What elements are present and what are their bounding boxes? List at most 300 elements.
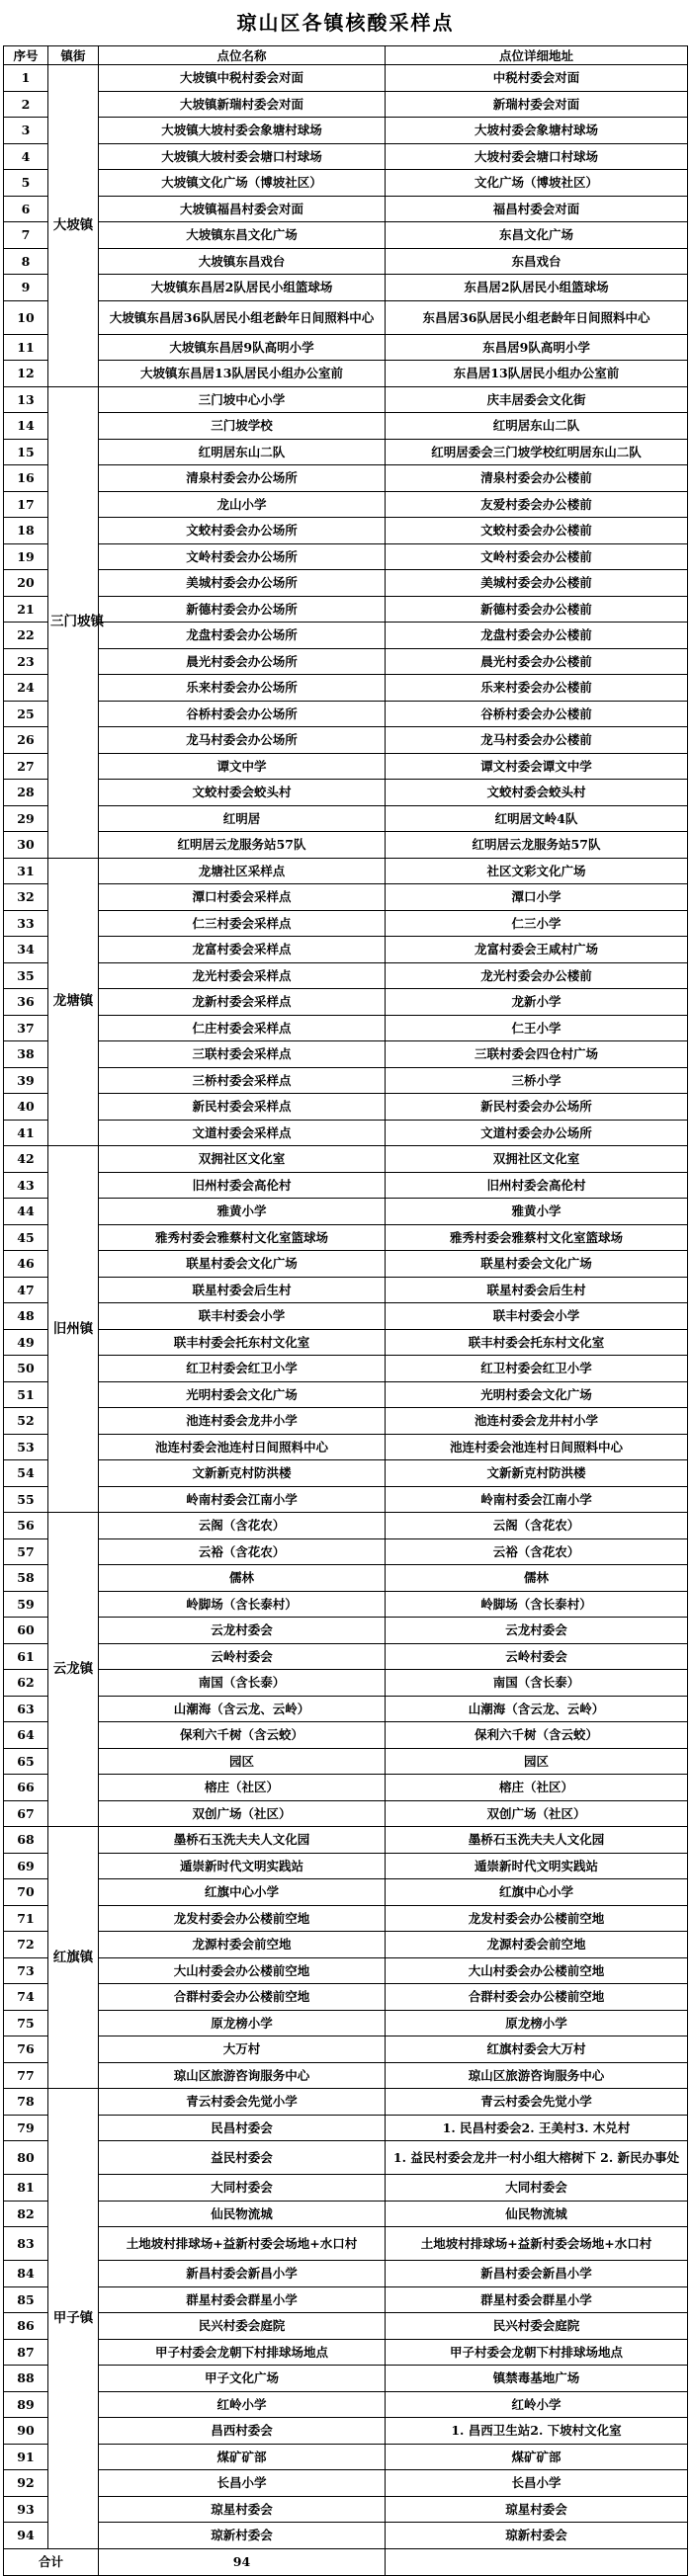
- table-row: [4, 1408, 688, 1435]
- table-row: [4, 91, 688, 118]
- site-name: 大坡镇福昌村委会对面: [99, 196, 386, 222]
- site-name: 新民村委会采样点: [99, 1094, 386, 1121]
- site-address: 美城村委会办公楼前: [386, 570, 688, 597]
- table-row: [4, 1120, 688, 1146]
- table-row: [4, 1879, 688, 1906]
- site-name: 红明居: [99, 805, 386, 832]
- table-row: [4, 2418, 688, 2445]
- row-number: 88: [4, 2366, 48, 2392]
- row-number: 45: [4, 1224, 48, 1251]
- table-row: [4, 1670, 688, 1697]
- site-address: 仙民物流城: [386, 2201, 688, 2227]
- site-name: 仙民物流城: [99, 2201, 386, 2227]
- table-row: [4, 989, 688, 1016]
- table-row: [4, 1984, 688, 2011]
- site-address: 新昌村委会新昌小学: [386, 2261, 688, 2287]
- row-number: 54: [4, 1460, 48, 1487]
- site-address: 大坡村委会塘口村球场: [386, 143, 688, 170]
- site-address: 东昌居36队居民小组老龄年日间照料中心: [386, 300, 688, 334]
- table-row: [4, 1094, 688, 1121]
- site-address: 红明居文岭4队: [386, 805, 688, 832]
- row-number: 71: [4, 1905, 48, 1932]
- row-number: 82: [4, 2201, 48, 2227]
- site-name: 大坡镇东昌居36队居民小组老龄年日间照料中心: [99, 300, 386, 334]
- site-name: 红明居东山二队: [99, 439, 386, 465]
- table-row: [4, 439, 688, 465]
- site-address: 土地坡村排球场+益新村委会场地+水口村: [386, 2227, 688, 2261]
- row-number: 20: [4, 570, 48, 597]
- site-address: 新民村委会办公场所: [386, 1094, 688, 1121]
- row-number: 91: [4, 2444, 48, 2470]
- site-address: 榕庄（社区）: [386, 1775, 688, 1801]
- table-row: [4, 884, 688, 911]
- site-address: 1. 益民村委会龙井一村小组大榕树下 2. 新民办事处: [386, 2141, 688, 2175]
- row-number: 23: [4, 648, 48, 675]
- site-name: 联星村委会后生村: [99, 1277, 386, 1303]
- site-name: 雅秀村委会雅蔡村文化室篮球场: [99, 1224, 386, 1251]
- row-number: 73: [4, 1957, 48, 1984]
- site-name: 合群村委会办公楼前空地: [99, 1984, 386, 2011]
- row-number: 40: [4, 1094, 48, 1121]
- table-row: [4, 222, 688, 249]
- table-row: [4, 465, 688, 492]
- site-address: 文化广场（博坡社区）: [386, 170, 688, 197]
- site-address: 青云村委会先觉小学: [386, 2089, 688, 2116]
- site-name: 雅黄小学: [99, 1199, 386, 1225]
- row-number: 74: [4, 1984, 48, 2011]
- table-row: [4, 1618, 688, 1644]
- site-name: 美城村委会办公场所: [99, 570, 386, 597]
- site-address: 红旗村委会大万村: [386, 2036, 688, 2063]
- site-name: 龙山小学: [99, 491, 386, 518]
- row-number: 47: [4, 1277, 48, 1303]
- table-row: [4, 2391, 688, 2418]
- site-name: 谷桥村委会办公场所: [99, 701, 386, 727]
- sampling-sites-table: [3, 45, 688, 2576]
- header-address: 点位详细地址: [386, 46, 688, 65]
- table-row: [4, 1800, 688, 1827]
- site-address: 新德村委会办公楼前: [386, 596, 688, 623]
- site-name: 文蛟村委会蛟头村: [99, 780, 386, 806]
- site-name: 龙富村委会采样点: [99, 937, 386, 963]
- table-row: [4, 1827, 688, 1854]
- town-cell: 旧州镇: [48, 1146, 99, 1513]
- site-name: 园区: [99, 1748, 386, 1775]
- row-number: 2: [4, 91, 48, 118]
- table-row: [4, 1486, 688, 1513]
- row-number: 8: [4, 248, 48, 275]
- site-name: 大坡镇大坡村委会象塘村球场: [99, 118, 386, 144]
- site-name: 龙发村委会办公楼前空地: [99, 1905, 386, 1932]
- site-name: 红岭小学: [99, 2391, 386, 2418]
- row-number: 7: [4, 222, 48, 249]
- site-name: 清泉村委会办公场所: [99, 465, 386, 492]
- table-row: [4, 2444, 688, 2470]
- table-row: [4, 1067, 688, 1094]
- row-number: 89: [4, 2391, 48, 2418]
- table-body: [4, 65, 688, 2549]
- site-address: 民兴村委会庭院: [386, 2313, 688, 2340]
- site-address: 文蛟村委会蛟头村: [386, 780, 688, 806]
- site-name: 谭文中学: [99, 753, 386, 780]
- town-cell: 大坡镇: [48, 65, 99, 387]
- site-name: 晨光村委会办公场所: [99, 648, 386, 675]
- site-name: 仁三村委会采样点: [99, 910, 386, 937]
- table-row: [4, 570, 688, 597]
- row-number: 41: [4, 1120, 48, 1146]
- row-number: 48: [4, 1303, 48, 1330]
- site-name: 龙光村委会采样点: [99, 962, 386, 989]
- row-number: 64: [4, 1722, 48, 1749]
- table-row: [4, 196, 688, 222]
- row-number: 62: [4, 1670, 48, 1697]
- row-number: 52: [4, 1408, 48, 1435]
- site-name: 新德村委会办公场所: [99, 596, 386, 623]
- site-name: 民兴村委会庭院: [99, 2313, 386, 2340]
- table-row: [4, 65, 688, 92]
- site-address: 仁王小学: [386, 1015, 688, 1041]
- row-number: 55: [4, 1486, 48, 1513]
- table-row: [4, 334, 688, 361]
- site-address: 庆丰居委会文化街: [386, 386, 688, 413]
- total-row: [4, 2548, 688, 2575]
- row-number: 3: [4, 118, 48, 144]
- table-row: [4, 543, 688, 570]
- site-name: 甲子文化广场: [99, 2366, 386, 2392]
- header-no: 序号: [4, 46, 48, 65]
- site-name: 大坡镇文化广场（博坡社区）: [99, 170, 386, 197]
- table-row: [4, 675, 688, 702]
- site-address: 琼新村委会: [386, 2523, 688, 2549]
- site-name: 龙盘村委会办公场所: [99, 623, 386, 649]
- row-number: 61: [4, 1643, 48, 1670]
- site-name: 文岭村委会办公场所: [99, 543, 386, 570]
- table-row: [4, 1460, 688, 1487]
- table-row: [4, 2227, 688, 2261]
- site-address: 长昌小学: [386, 2470, 688, 2497]
- site-address: 联星村委会后生村: [386, 1277, 688, 1303]
- site-name: 三桥村委会采样点: [99, 1067, 386, 1094]
- total-count: 94: [99, 2548, 386, 2575]
- site-name: 琼星村委会: [99, 2496, 386, 2523]
- site-name: 池连村委会龙井小学: [99, 1408, 386, 1435]
- site-address: 潭口小学: [386, 884, 688, 911]
- table-row: [4, 1696, 688, 1722]
- site-address: 龙新小学: [386, 989, 688, 1016]
- row-number: 6: [4, 196, 48, 222]
- site-address: 儒林: [386, 1565, 688, 1592]
- site-name: 三联村委会采样点: [99, 1041, 386, 1068]
- site-address: 光明村委会文化广场: [386, 1381, 688, 1408]
- site-address: 清泉村委会办公楼前: [386, 465, 688, 492]
- table-row: [4, 1277, 688, 1303]
- site-address: 山潮海（含云龙、云岭）: [386, 1696, 688, 1722]
- table-row: [4, 1146, 688, 1173]
- table-row: [4, 300, 688, 334]
- site-name: 煤矿矿部: [99, 2444, 386, 2470]
- table-row: [4, 1434, 688, 1460]
- site-address: 合群村委会办公楼前空地: [386, 1984, 688, 2011]
- site-name: 双拥社区文化室: [99, 1146, 386, 1173]
- table-row: [4, 1224, 688, 1251]
- row-number: 33: [4, 910, 48, 937]
- row-number: 22: [4, 623, 48, 649]
- table-row: [4, 753, 688, 780]
- site-address: 大同村委会: [386, 2175, 688, 2202]
- table-row: [4, 858, 688, 884]
- table-row: [4, 2115, 688, 2141]
- site-address: 东昌文化广场: [386, 222, 688, 249]
- row-number: 15: [4, 439, 48, 465]
- site-address: 云裕（含花农）: [386, 1538, 688, 1565]
- row-number: 30: [4, 832, 48, 859]
- row-number: 65: [4, 1748, 48, 1775]
- site-address: 红明居东山二队: [386, 413, 688, 440]
- site-address: 中税村委会对面: [386, 65, 688, 92]
- row-number: 29: [4, 805, 48, 832]
- site-name: 大坡镇大坡村委会塘口村球场: [99, 143, 386, 170]
- row-number: 28: [4, 780, 48, 806]
- table-row: [4, 170, 688, 197]
- table-row: [4, 1748, 688, 1775]
- site-address: 福昌村委会对面: [386, 196, 688, 222]
- table-row: [4, 1775, 688, 1801]
- site-address: 遁崇新时代文明实践站: [386, 1853, 688, 1879]
- site-address: 南国（含长泰）: [386, 1670, 688, 1697]
- table-row: [4, 780, 688, 806]
- table-row: [4, 491, 688, 518]
- site-name: 民昌村委会: [99, 2115, 386, 2141]
- row-number: 93: [4, 2496, 48, 2523]
- site-name: 龙塘社区采样点: [99, 858, 386, 884]
- site-address: 龙源村委会前空地: [386, 1932, 688, 1958]
- row-number: 87: [4, 2339, 48, 2366]
- site-address: 龙盘村委会办公楼前: [386, 623, 688, 649]
- row-number: 39: [4, 1067, 48, 1094]
- row-number: 50: [4, 1356, 48, 1382]
- row-number: 21: [4, 596, 48, 623]
- site-name: 红卫村委会红卫小学: [99, 1356, 386, 1382]
- table-row: [4, 2201, 688, 2227]
- town-cell: 红旗镇: [48, 1827, 99, 2089]
- site-name: 大坡镇东昌居9队高明小学: [99, 334, 386, 361]
- row-number: 27: [4, 753, 48, 780]
- table-row: [4, 1853, 688, 1879]
- row-number: 32: [4, 884, 48, 911]
- table-row: [4, 1643, 688, 1670]
- row-number: 92: [4, 2470, 48, 2497]
- row-number: 70: [4, 1879, 48, 1906]
- row-number: 56: [4, 1513, 48, 1539]
- site-address: 文新新克村防洪楼: [386, 1460, 688, 1487]
- site-address: 三联村委会四仓村广场: [386, 1041, 688, 1068]
- total-label: 合计: [4, 2548, 99, 2575]
- site-address: 文道村委会办公场所: [386, 1120, 688, 1146]
- table-row: [4, 1722, 688, 1749]
- site-name: 云阁（含花农）: [99, 1513, 386, 1539]
- table-row: [4, 596, 688, 623]
- site-address: 东昌居13队居民小组办公室前: [386, 361, 688, 387]
- site-address: 乐来村委会办公楼前: [386, 675, 688, 702]
- site-address: 琼星村委会: [386, 2496, 688, 2523]
- row-number: 57: [4, 1538, 48, 1565]
- table-header-row: [4, 46, 688, 65]
- table-row: [4, 2470, 688, 2497]
- site-address: 联星村委会文化广场: [386, 1251, 688, 1278]
- site-name: 乐来村委会办公场所: [99, 675, 386, 702]
- site-address: 谭文村委会谭文中学: [386, 753, 688, 780]
- table-row: [4, 2062, 688, 2089]
- row-number: 42: [4, 1146, 48, 1173]
- row-number: 14: [4, 413, 48, 440]
- site-address: 岭南村委会江南小学: [386, 1486, 688, 1513]
- row-number: 53: [4, 1434, 48, 1460]
- site-address: 大坡村委会象塘村球场: [386, 118, 688, 144]
- site-name: 联丰村委会托东村文化室: [99, 1329, 386, 1356]
- site-address: 文岭村委会办公楼前: [386, 543, 688, 570]
- site-address: 池连村委会龙井村小学: [386, 1408, 688, 1435]
- row-number: 72: [4, 1932, 48, 1958]
- row-number: 94: [4, 2523, 48, 2549]
- site-name: 大坡镇新瑞村委会对面: [99, 91, 386, 118]
- site-address: 三桥小学: [386, 1067, 688, 1094]
- row-number: 58: [4, 1565, 48, 1592]
- site-name: 文道村委会采样点: [99, 1120, 386, 1146]
- site-address: 联丰村委会托东村文化室: [386, 1329, 688, 1356]
- row-number: 25: [4, 701, 48, 727]
- site-address: 墨桥石玉洗夫夫人文化园: [386, 1827, 688, 1854]
- site-address: 园区: [386, 1748, 688, 1775]
- site-name: 龙源村委会前空地: [99, 1932, 386, 1958]
- row-number: 86: [4, 2313, 48, 2340]
- site-address: 晨光村委会办公楼前: [386, 648, 688, 675]
- site-address: 文蛟村委会办公楼前: [386, 518, 688, 544]
- site-name: 原龙榜小学: [99, 2010, 386, 2036]
- site-name: 光明村委会文化广场: [99, 1381, 386, 1408]
- site-name: 大坡镇东昌居13队居民小组办公室前: [99, 361, 386, 387]
- site-address: 新瑞村委会对面: [386, 91, 688, 118]
- table-row: [4, 832, 688, 859]
- table-row: [4, 910, 688, 937]
- site-address: 仁三小学: [386, 910, 688, 937]
- header-town: 镇街: [48, 46, 99, 65]
- row-number: 66: [4, 1775, 48, 1801]
- site-name: 琼新村委会: [99, 2523, 386, 2549]
- table-row: [4, 2339, 688, 2366]
- table-row: [4, 1538, 688, 1565]
- site-name: 文蛟村委会办公场所: [99, 518, 386, 544]
- table-row: [4, 1565, 688, 1592]
- table-row: [4, 2175, 688, 2202]
- row-number: 11: [4, 334, 48, 361]
- site-name: 池连村委会池连村日间照料中心: [99, 1434, 386, 1460]
- row-number: 17: [4, 491, 48, 518]
- table-row: [4, 2523, 688, 2549]
- site-name: 三门坡中心小学: [99, 386, 386, 413]
- site-address: 雅黄小学: [386, 1199, 688, 1225]
- site-name: 儒林: [99, 1565, 386, 1592]
- row-number: 24: [4, 675, 48, 702]
- site-name: 榕庄（社区）: [99, 1775, 386, 1801]
- row-number: 76: [4, 2036, 48, 2063]
- table-row: [4, 2141, 688, 2175]
- site-address: 镇禁毒基地广场: [386, 2366, 688, 2392]
- site-address: 煤矿矿部: [386, 2444, 688, 2470]
- row-number: 16: [4, 465, 48, 492]
- site-address: 原龙榜小学: [386, 2010, 688, 2036]
- table-row: [4, 143, 688, 170]
- row-number: 77: [4, 2062, 48, 2089]
- site-address: 甲子村委会龙朝下村排球场地点: [386, 2339, 688, 2366]
- table-row: [4, 1329, 688, 1356]
- table-row: [4, 1591, 688, 1618]
- table-row: [4, 1041, 688, 1068]
- site-name: 琼山区旅游咨询服务中心: [99, 2062, 386, 2089]
- site-name: 土地坡村排球场+益新村委会场地+水口村: [99, 2227, 386, 2261]
- table-row: [4, 937, 688, 963]
- table-row: [4, 1015, 688, 1041]
- site-name: 大坡镇中税村委会对面: [99, 65, 386, 92]
- table-row: [4, 727, 688, 754]
- row-number: 80: [4, 2141, 48, 2175]
- site-name: 三门坡学校: [99, 413, 386, 440]
- site-address: 东昌居9队高明小学: [386, 334, 688, 361]
- row-number: 18: [4, 518, 48, 544]
- site-name: 红明居云龙服务站57队: [99, 832, 386, 859]
- site-address: 保利六千树（含云蛟）: [386, 1722, 688, 1749]
- site-name: 大坡镇东昌戏台: [99, 248, 386, 275]
- row-number: 84: [4, 2261, 48, 2287]
- row-number: 31: [4, 858, 48, 884]
- town-cell: 三门坡镇: [48, 386, 99, 858]
- site-name: 山潮海（含云龙、云岭）: [99, 1696, 386, 1722]
- table-row: [4, 1513, 688, 1539]
- table-row: [4, 1932, 688, 1958]
- site-name: 甲子村委会龙朝下村排球场地点: [99, 2339, 386, 2366]
- site-address: 红明居委会三门坡学校红明居东山二队: [386, 439, 688, 465]
- total-empty: [386, 2548, 688, 2575]
- table-row: [4, 805, 688, 832]
- site-address: 云龙村委会: [386, 1618, 688, 1644]
- site-name: 文新新克村防洪楼: [99, 1460, 386, 1487]
- table-row: [4, 1172, 688, 1199]
- row-number: 51: [4, 1381, 48, 1408]
- site-address: 雅秀村委会雅蔡村文化室篮球场: [386, 1224, 688, 1251]
- site-address: 红旗中心小学: [386, 1879, 688, 1906]
- row-number: 5: [4, 170, 48, 197]
- table-row: [4, 386, 688, 413]
- site-name: 保利六千树（含云蛟）: [99, 1722, 386, 1749]
- site-name: 岭脚场（含长泰村）: [99, 1591, 386, 1618]
- table-row: [4, 1251, 688, 1278]
- site-name: 联星村委会文化广场: [99, 1251, 386, 1278]
- header-name: 点位名称: [99, 46, 386, 65]
- row-number: 34: [4, 937, 48, 963]
- table-row: [4, 701, 688, 727]
- row-number: 26: [4, 727, 48, 754]
- row-number: 1: [4, 65, 48, 92]
- site-name: 联丰村委会小学: [99, 1303, 386, 1330]
- row-number: 78: [4, 2089, 48, 2116]
- row-number: 75: [4, 2010, 48, 2036]
- table-row: [4, 2313, 688, 2340]
- row-number: 44: [4, 1199, 48, 1225]
- row-number: 12: [4, 361, 48, 387]
- table-row: [4, 2261, 688, 2287]
- site-name: 云龙村委会: [99, 1618, 386, 1644]
- table-row: [4, 118, 688, 144]
- row-number: 79: [4, 2115, 48, 2141]
